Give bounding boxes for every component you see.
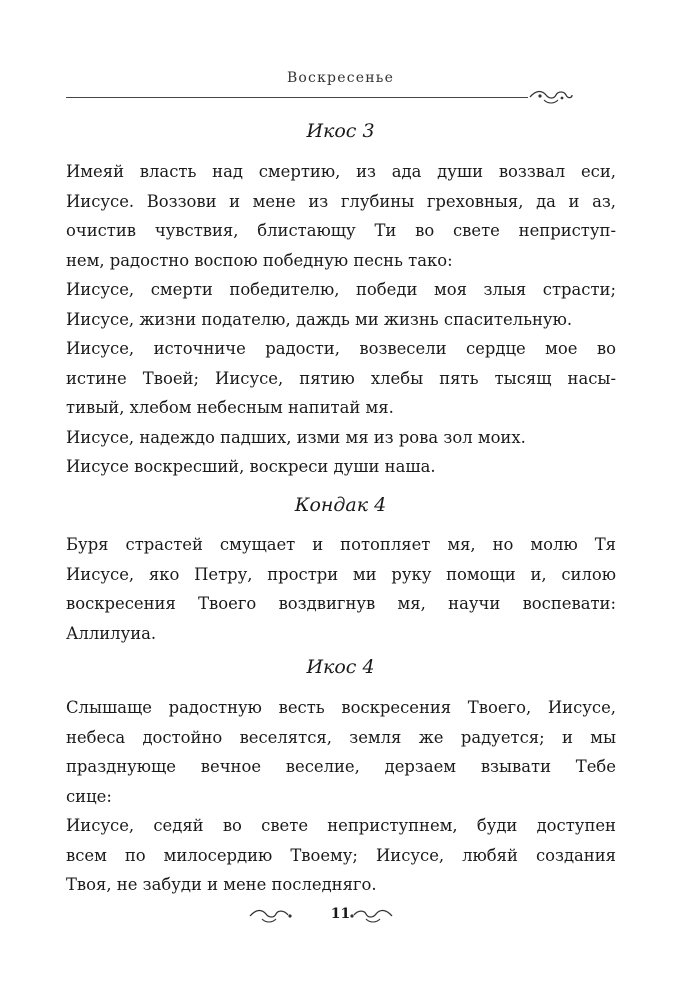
section-heading-kondak-4: Кондак 4 [294, 494, 387, 516]
text-line: Иисусе, жизни подателю, даждь ми жизнь спасительную. [66, 309, 573, 329]
text-line: сице: [66, 786, 112, 806]
section-text-kondak-4 [66, 530, 616, 648]
text-line: Имеяй власть над смертию, из ада души воззвал еси, [66, 162, 616, 181]
text-line: истине Твоей; Иисусе, пятию хлебы пять тысящ насы- [66, 368, 616, 388]
text-line: Иисусе, источниче радости, возвесели сердце мое во [66, 339, 616, 358]
text-line: Твоя, не забуди и мене последняго. [66, 875, 377, 894]
page-number: 11 [330, 906, 351, 922]
text-line: тивый, хлебом небесным напитай мя. [66, 398, 394, 417]
text-line: небеса достойно веселятся, земля же радуется; и мы [66, 727, 616, 747]
text-line: Иисусе. Воззови и мене из глубины греховныя, да и аз, [66, 191, 616, 211]
text-line: Иисусе, надеждо падших, изми мя из рова зол моих. [66, 427, 526, 447]
section-heading-ikos-3: Икос 3 [306, 120, 375, 142]
section-text-ikos-4 [66, 693, 616, 900]
text-line: Иисусе, яко Петру, простри ми руку помощи и, силою [66, 564, 616, 584]
text-line: Иисусе, седяй во свете неприступнем, буди доступен [66, 816, 616, 835]
section-text-ikos-3 [66, 157, 616, 482]
header-rule [66, 97, 528, 98]
text-line: очистив чувствия, блистающу Ти во свете неприступ- [66, 221, 616, 240]
text-line: Буря страстей смущает и потопляет мя, но молю Тя [66, 535, 616, 554]
text-line: Слышаще радостную весть воскресения Твоего, Иисусе, [66, 698, 616, 717]
text-line: воскресения Твоего воздвигнув мя, научи воспевати: [66, 594, 616, 613]
text-line: Иисусе воскресший, воскреси души наша. [66, 457, 436, 476]
header-flourish-icon [528, 86, 574, 108]
text-line: нем, радостно воспою победную песнь тако: [66, 250, 453, 270]
text-line: Иисусе, смерти победителю, победи моя злыя страсти; [66, 280, 616, 299]
running-header-title: Воскресенье [286, 70, 395, 86]
text-line: празднующе вечное веселие, дерзаем взывати Тебе [66, 757, 616, 776]
footer-flourish-right-icon [350, 906, 394, 926]
text-line: Аллилуиа. [66, 623, 157, 643]
section-heading-ikos-4: Икос 4 [306, 656, 375, 678]
text-line: всем по милосердию Твоему; Иисусе, любяй создания [66, 845, 616, 865]
